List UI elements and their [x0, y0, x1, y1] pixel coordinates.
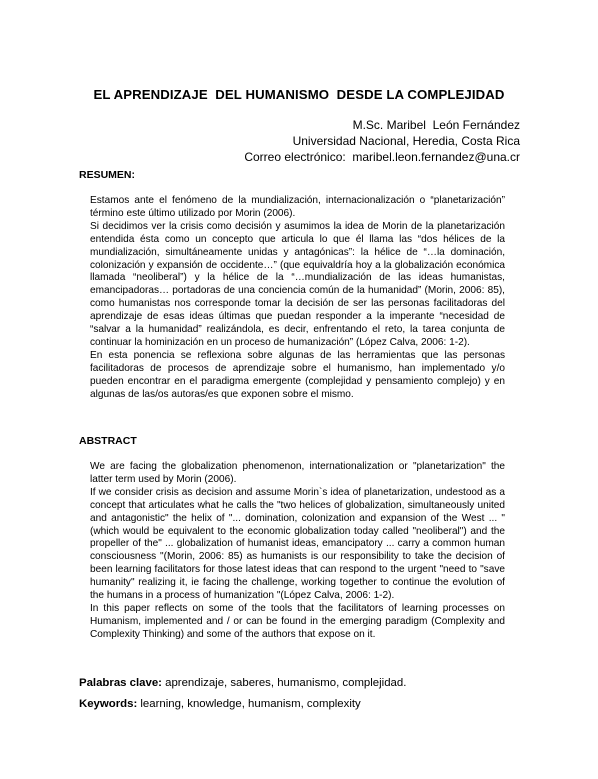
resumen-paragraph-3: En esta ponencia se reflexiona sobre algunas de las herramientas que las personas facilitadoras de procesos de aprendizaje sobre el humanismo, han implementado y/o pueden encontrar en el paradigma emergente (complejidad y pensamiento complejo) y en algunas de las/os autoras/es que exponen sobre el mismo.	[90, 349, 505, 400]
keywords-es	[79, 677, 406, 689]
resumen-heading: RESUMEN:	[79, 169, 136, 181]
abstract-paragraph-1: We are facing the globalization phenomenon, internationalization or "planetarization" the latter term used by Morin (2006).	[90, 461, 505, 485]
paper-title: EL APRENDIZAJE DEL HUMANISMO DESDE LA COMPLEJIDAD	[93, 87, 505, 102]
abstract-body	[90, 461, 505, 642]
keywords-es-label: Palabras clave:	[79, 677, 162, 689]
author-name: M.Sc. Maribel León Fernández	[352, 118, 520, 132]
keywords-en-label: Keywords:	[79, 698, 138, 710]
keywords-es-value: aprendizaje, saberes, humanismo, complejidad.	[161, 677, 407, 689]
resumen-paragraph-1: Estamos ante el fenómeno de la mundialización, internacionalización o “planetarización” término este último utilizado por Morin (2006).	[90, 195, 505, 219]
resumen-body	[90, 195, 505, 402]
keywords-en-value: learning, knowledge, humanism, complexity	[137, 698, 361, 710]
author-affiliation: Universidad Nacional, Heredia, Costa Rica	[292, 134, 520, 148]
abstract-paragraph-2: If we consider crisis as decision and assume Morin`s idea of planetarization, undestood as a concept that articulates what he calls the "two helices of globalization, simultaneously united and antagonistic" the helix of "... domination, colonization and expansion of the West ... "(which would be equivalent to the economic globalization today called "neoliberal") and the propeller of the" ... globalization of humanist ideas, emancipatory ... carry a common human consciousness "(Morin, 2006: 85) as humanists is our responsibility to take the decision of been learning facilitators for those latest ideas that can respond to the urgent "need to "save humanity" realizing it, ie facing the challenge, working together to continue the evolution of the humans in a process of humanization "(López Calva, 2006: 1-2).	[90, 486, 505, 602]
keywords-en	[79, 698, 361, 710]
author-email: Correo electrónico: maribel.leon.fernandez@una.cr	[244, 150, 520, 164]
abstract-heading: ABSTRACT	[79, 435, 137, 447]
resumen-paragraph-2: Si decidimos ver la crisis como decisión y asumimos la idea de Morin de la planetarización entendida ésta como un concepto que articula lo que él llama las “dos hélices de la mundialización, simultáneamente unidas y antagónicas”: la hélice de “…la dominación, colonización y expansión de occidente…” (que equivaldría hoy a la globalización económica llamada “neoliberal”) y la hélice de la “…mundialización de las ideas humanistas, emancipadoras… portadoras de una conciencia común de la humanidad” (Morin, 2006: 85), como humanistas nos corresponde tomar la decisión de ser las personas facilitadoras del aprendizaje de esas ideas últimas que puedan responder a la imperante “necesidad de “salvar a la humanidad” realizándola, es decir, enfrentando el reto, la tarea conjunta de continuar la hominización en un proceso de humanización” (López Calva, 2006: 1-2).	[90, 220, 505, 348]
abstract-paragraph-3: In this paper reflects on some of the tools that the facilitators of learning processes on Humanism, implemented and / or can be found in the emerging paradigm (Complexity and Complexity Thinking) and some of the authors that expose on it.	[90, 602, 505, 640]
